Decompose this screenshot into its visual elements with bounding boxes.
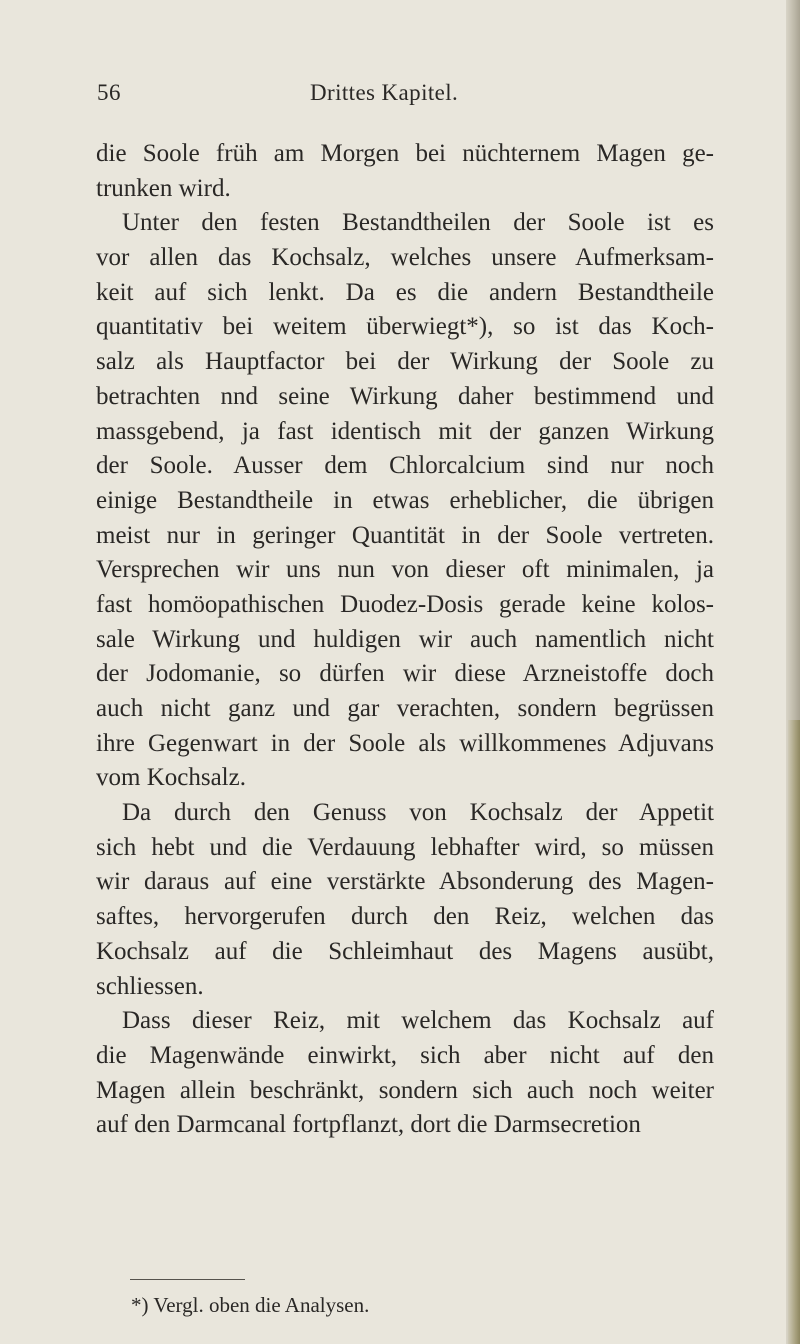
- footnote: *) Vergl. oben die Analysen.: [131, 1293, 370, 1317]
- text-line: auf den Darmcanal fortpflanzt, dort die Darmsecretion: [96, 1111, 641, 1139]
- text-line: betrachten nnd seine Wirkung daher bestimmend und: [96, 382, 714, 410]
- running-head: Drittes Kapitel.: [310, 80, 459, 105]
- text-line: auch nicht ganz und gar verachten, sondern begrüssen: [96, 695, 714, 722]
- text-line: die Magenwände einwirkt, sich aber nicht auf den: [96, 1041, 714, 1069]
- text-line: keit auf sich lenkt. Da es die andern Bestandtheile: [96, 278, 714, 306]
- text-line: die Soole früh am Morgen bei nüchternem Magen ge-: [96, 140, 714, 167]
- text-line: der Jodomanie, so dürfen wir diese Arzneistoffe doch: [96, 660, 714, 688]
- body-text: [96, 137, 714, 1143]
- text-line: sich hebt und die Verdauung lebhafter wird, so müssen: [96, 833, 714, 861]
- text-line: sale Wirkung und huldigen wir auch namentlich nicht: [96, 625, 714, 653]
- text-line: trunken wird.: [96, 174, 231, 202]
- text-line: schliessen.: [96, 972, 204, 1000]
- page-edge-shadow-lower: [788, 720, 800, 1344]
- page-number: 56: [97, 80, 121, 105]
- text-line: vom Kochsalz.: [96, 764, 246, 792]
- text-line: einige Bestandtheile in etwas erheblicher, die übrigen: [96, 486, 714, 514]
- text-line: Dass dieser Reiz, mit welchem das Kochsalz auf: [122, 1007, 714, 1035]
- page-header: [0, 80, 800, 116]
- text-line: wir daraus auf eine verstärkte Absonderung des Magen-: [96, 868, 714, 896]
- text-line: Magen allein beschränkt, sondern sich auch noch weiter: [96, 1076, 714, 1104]
- text-line: massgebend, ja fast identisch mit der ganzen Wirkung: [96, 417, 714, 445]
- footnote-rule: [130, 1279, 245, 1280]
- text-line: Da durch den Genuss von Kochsalz der Appetit: [122, 799, 714, 827]
- text-line: fast homöopathischen Duodez-Dosis gerade keine kolos-: [96, 590, 714, 618]
- text-line: saftes, hervorgerufen durch den Reiz, welchen das: [96, 903, 714, 931]
- text-line: der Soole. Ausser dem Chlorcalcium sind nur noch: [96, 452, 714, 480]
- text-line: Unter den festen Bestandtheilen der Soole ist es: [122, 209, 714, 237]
- text-line: meist nur in geringer Quantität in der Soole vertreten.: [96, 521, 714, 549]
- text-line: vor allen das Kochsalz, welches unsere Aufmerksam-: [96, 244, 714, 272]
- text-line: Kochsalz auf die Schleimhaut des Magens ausübt,: [96, 937, 714, 965]
- text-line: salz als Hauptfactor bei der Wirkung der Soole zu: [96, 348, 714, 376]
- text-line: Versprechen wir uns nun von dieser oft minimalen, ja: [96, 556, 714, 584]
- text-line: ihre Gegenwart in der Soole als willkommenes Adjuvans: [96, 729, 714, 757]
- text-line: quantitativ bei weitem überwiegt*), so ist das Koch-: [96, 313, 714, 341]
